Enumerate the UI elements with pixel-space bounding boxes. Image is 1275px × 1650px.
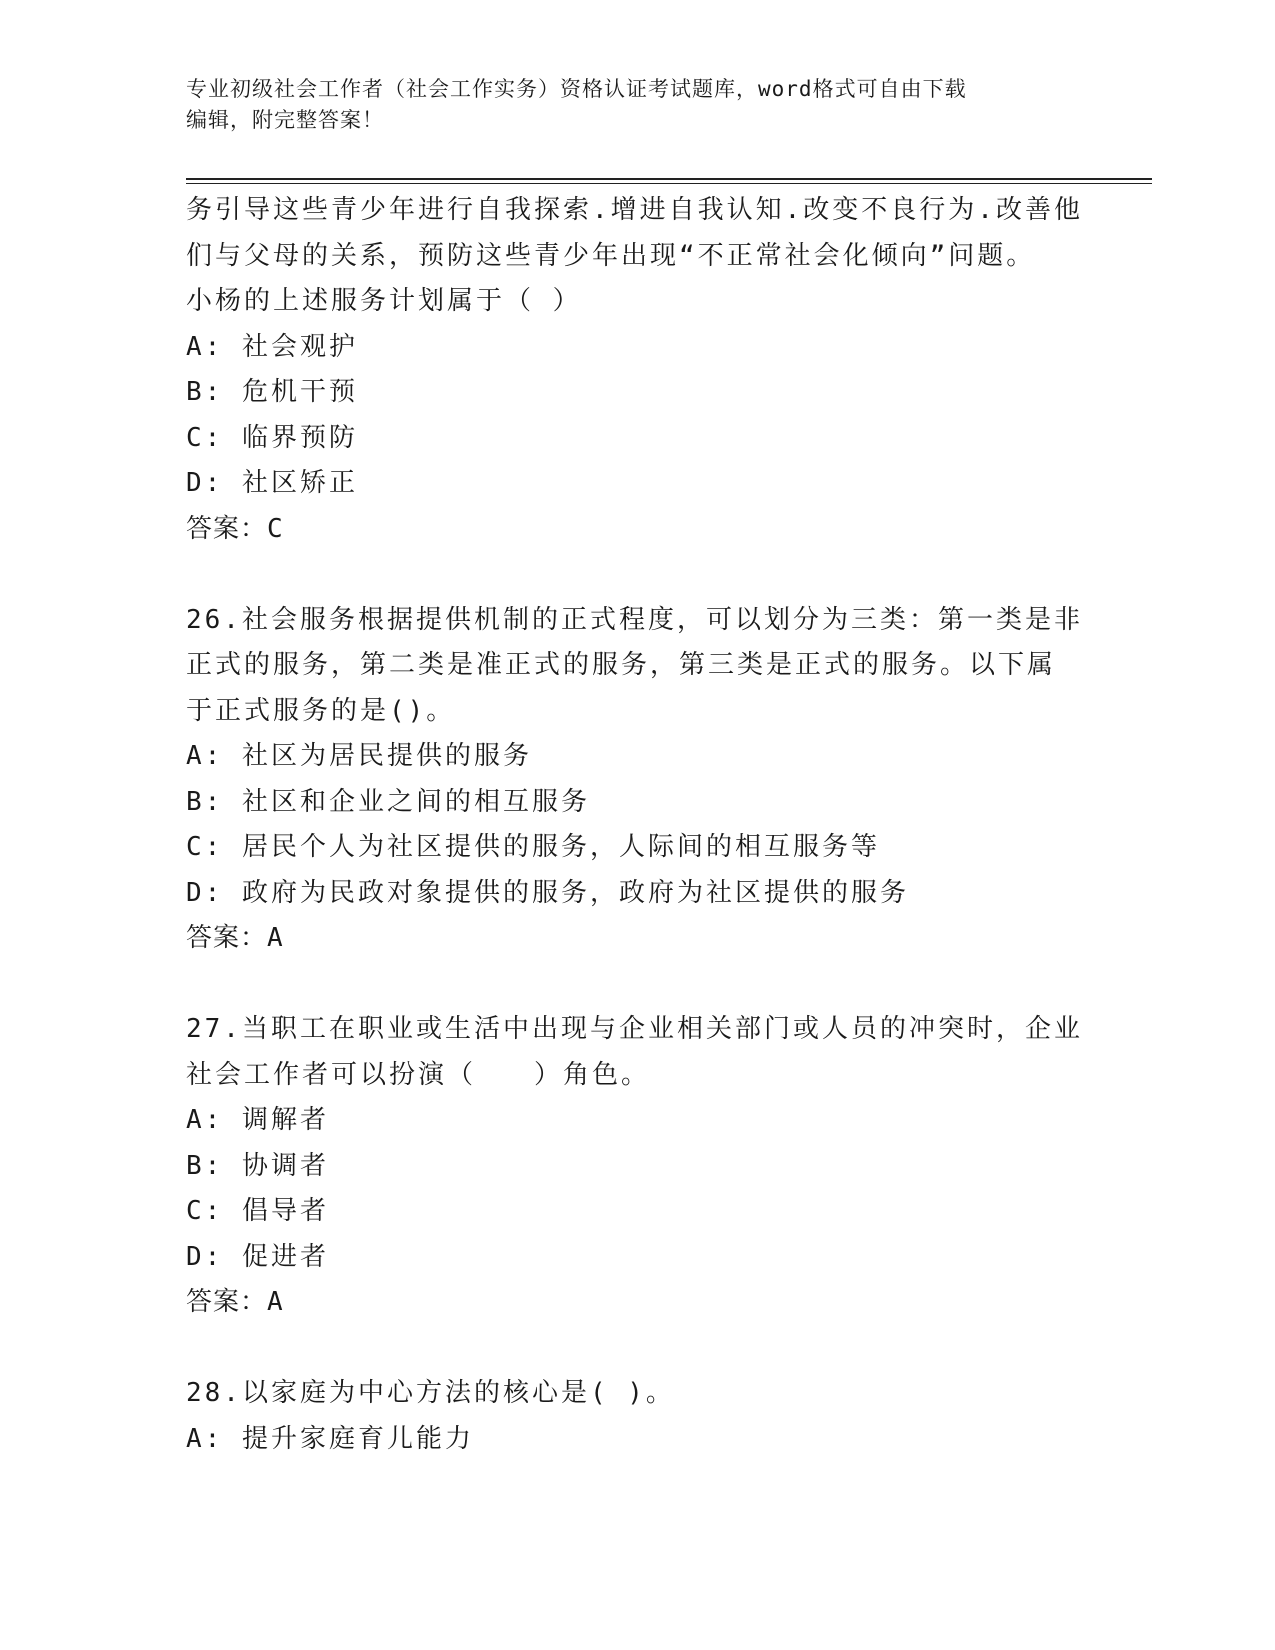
question-text-line: 27.当职工在职业或生活中出现与企业相关部门或人员的冲突时，企业	[186, 1014, 1083, 1044]
spacer	[186, 1326, 1086, 1372]
header-line-2: 编辑，附完整答案！	[186, 108, 384, 132]
header-divider-thick	[186, 178, 1152, 180]
option-a: A: 社会观护	[186, 331, 358, 362]
question-text-line: 26.社会服务根据提供机制的正式程度，可以划分为三类：第一类是非	[186, 604, 1083, 635]
question-26	[186, 598, 1086, 962]
spacer	[186, 552, 1086, 598]
spacer	[186, 962, 1086, 1008]
question-text-line: 务引导这些青少年进行自我探索.增进自我认知.改变不良行为.改善他	[186, 195, 1083, 225]
option-b: B: 协调者	[186, 1150, 329, 1181]
question-27	[186, 1007, 1086, 1326]
option-a: A: 社区为居民提供的服务	[186, 741, 532, 771]
answer-label: 答案：	[186, 923, 268, 953]
answer-label: 答案：	[186, 1287, 268, 1317]
document-body	[186, 188, 1086, 1462]
option-b: B: 危机干预	[186, 377, 358, 407]
answer-line	[186, 1280, 1086, 1326]
answer-value: A	[267, 1287, 284, 1317]
page-header	[186, 74, 1106, 136]
option-c: C: 临界预防	[186, 422, 358, 453]
option-c: C: 居民个人为社区提供的服务，人际间的相互服务等	[186, 832, 880, 862]
option-d: D: 社区矫正	[186, 468, 358, 498]
question-text-line: 正式的服务，第二类是准正式的服务，第三类是正式的服务。以下属	[186, 650, 1057, 680]
header-line-1: 专业初级社会工作者（社会工作实务）资格认证考试题库，word格式可自由下载	[186, 77, 967, 101]
answer-label: 答案：	[186, 513, 268, 544]
answer-line	[186, 916, 1086, 962]
answer-line	[186, 507, 1086, 553]
question-text-line: 社会工作者可以扮演（ ）角色。	[186, 1059, 651, 1090]
question-text-line: 们与父母的关系，预防这些青少年出现“不正常社会化倾向”问题。	[186, 240, 1036, 271]
answer-value: C	[267, 513, 284, 544]
option-a: A: 调解者	[186, 1105, 329, 1135]
question-text-line: 28.以家庭为中心方法的核心是( )。	[186, 1378, 675, 1408]
question-25	[186, 188, 1086, 552]
option-b: B: 社区和企业之间的相互服务	[186, 786, 590, 817]
option-d: D: 政府为民政对象提供的服务，政府为社区提供的服务	[186, 877, 909, 908]
header-divider-thin	[186, 183, 1152, 184]
answer-value: A	[267, 923, 284, 953]
question-text-line: 于正式服务的是()。	[186, 695, 456, 726]
option-c: C: 倡导者	[186, 1196, 329, 1226]
option-d: D: 促进者	[186, 1241, 329, 1272]
question-text-line: 小杨的上述服务计划属于（ ）	[186, 286, 582, 316]
option-a: A: 提升家庭育儿能力	[186, 1423, 474, 1454]
question-28	[186, 1371, 1086, 1462]
